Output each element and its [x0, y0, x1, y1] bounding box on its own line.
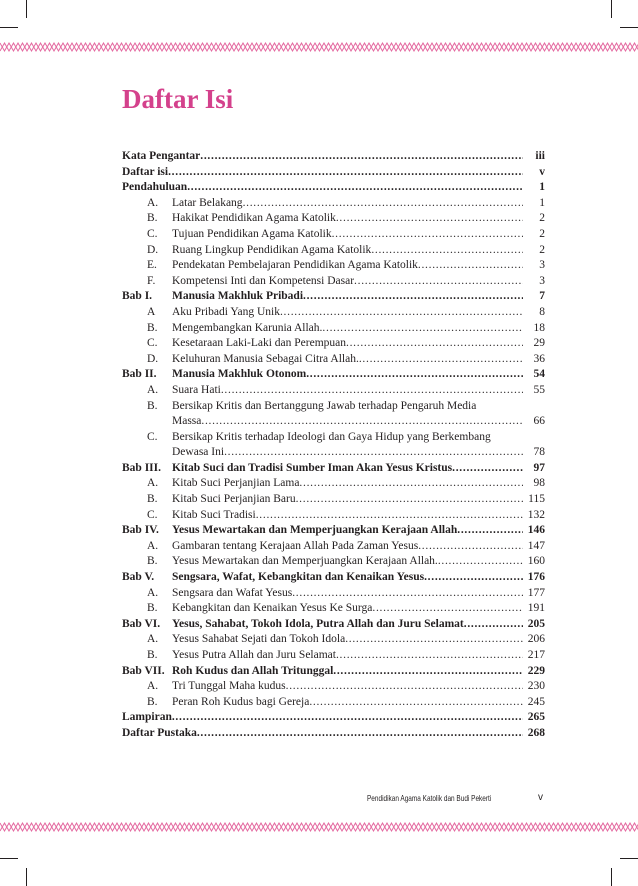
toc-section-row [122, 601, 545, 617]
toc-entry-title: Kitab Suci Tradisi [172, 508, 256, 521]
toc-section-row [122, 476, 545, 492]
dot-leader [345, 632, 523, 648]
toc-entry-label: Bab VI. [122, 617, 161, 630]
toc-page-number: 3 [539, 274, 545, 287]
dot-leader [438, 554, 523, 570]
decorative-border-top [0, 42, 638, 52]
dot-leader [280, 305, 523, 321]
toc-entry-label: D. [147, 352, 159, 365]
toc-page-number: 2 [539, 227, 545, 240]
toc-entry-label: B. [147, 555, 158, 568]
toc-entry-label: B. [147, 321, 158, 334]
toc-entry-title: Kitab Suci dan Tradisi Sumber Iman Akan Yesus Kristus [172, 461, 453, 474]
toc-continuation-row [122, 445, 545, 461]
toc-entry-label: C. [147, 508, 158, 521]
toc-entry-label: B. [147, 493, 158, 506]
toc-entry-title: Kesetaraan Laki-Laki dan Perempuan [172, 337, 347, 350]
toc-page-number: 115 [528, 493, 545, 506]
dot-leader [286, 679, 523, 695]
dot-leader [372, 601, 523, 617]
toc-entry-title: Tujuan Pendidikan Agama Katolik [172, 227, 332, 240]
toc-entry-title: Kebangkitan dan Kenaikan Yesus Ke Surga [172, 602, 373, 615]
toc-entry-title: Roh Kudus dan Allah Tritunggal [172, 664, 334, 677]
dot-leader [354, 274, 523, 290]
toc-entry-title: Yesus Sahabat Sejati dan Tokoh Idola [172, 633, 346, 646]
crop-mark-top-right-vertical [611, 0, 612, 18]
dot-leader [332, 227, 523, 243]
toc-section-row [122, 227, 545, 243]
toc-entry-label: A. [147, 680, 159, 693]
toc-section-row [122, 695, 545, 711]
toc-entry-label: B. [147, 602, 158, 615]
toc-page-number: 245 [527, 695, 545, 708]
toc-entry-title: Gambaran tentang Kerajaan Allah Pada Zaman Yesus [172, 539, 419, 552]
toc-page-number: 78 [533, 446, 545, 459]
toc-page-number: 146 [527, 524, 545, 537]
toc-chapter-row [122, 289, 545, 305]
toc-section-row [122, 305, 545, 321]
toc-entry-title: Suara Hati [172, 383, 221, 396]
toc-section-row [122, 679, 545, 695]
toc-page-number: 55 [533, 383, 545, 396]
toc-page-number: 18 [533, 321, 545, 334]
dot-leader [457, 523, 523, 539]
dot-leader [292, 586, 523, 602]
toc-entry-label: D. [147, 243, 159, 256]
toc-entry-title: Yesus Mewartakan dan Memperjuangkan Kerajaan Allah. [172, 555, 438, 568]
toc-chapter-row [122, 664, 545, 680]
dot-leader [336, 211, 523, 227]
toc-section-row [122, 336, 545, 352]
dot-leader [346, 336, 523, 352]
toc-continuation-row [122, 414, 545, 430]
toc-page-number: iii [535, 150, 545, 162]
toc-page-number: 29 [533, 337, 545, 350]
toc-chapter-row [122, 461, 545, 477]
toc-entry-label: A. [147, 477, 159, 490]
toc-entry-title: Peran Roh Kudus bagi Gereja [172, 695, 310, 708]
crop-mark-bottom-right-vertical [611, 868, 612, 886]
toc-entry-title: Sengsara, Wafat, Kebangkitan dan Kenaikan Yesus [172, 571, 425, 584]
toc-page-number: 268 [527, 726, 545, 739]
toc-section-row [122, 274, 545, 290]
toc-entry-label: C. [147, 227, 158, 240]
toc-page-number: 191 [527, 602, 545, 615]
toc-entry-title: Hakikat Pendidikan Agama Katolik [172, 212, 336, 225]
dot-leader [201, 414, 523, 430]
toc-chapter-row [122, 726, 545, 742]
toc-entry-label: B. [147, 399, 158, 412]
toc-entry-title: Bersikap Kritis terhadap Ideologi dan Gaya Hidup yang Berkembang [172, 430, 491, 443]
toc-entry-label: Bab V. [122, 571, 155, 584]
crop-mark-top-right-horizontal [620, 27, 638, 28]
toc-page-number: 7 [539, 290, 545, 303]
toc-entry-label: A. [147, 196, 159, 209]
toc-entry-title: Yesus Putra Allah dan Juru Selamat [172, 649, 336, 661]
toc-chapter-row [122, 570, 545, 586]
toc-entry-label: Bab VII. [122, 664, 165, 677]
toc-page-number: 206 [527, 633, 545, 646]
dot-leader [452, 461, 523, 477]
toc-chapter-row [122, 367, 545, 383]
toc-page-number: 177 [527, 586, 545, 599]
toc-section-row [122, 399, 545, 415]
toc-entry-title: Sengsara dan Wafat Yesus [172, 586, 293, 599]
toc-page-number: 8 [539, 305, 545, 318]
toc-page-number: 265 [527, 711, 545, 724]
toc-entry-label: A. [147, 586, 159, 599]
toc-chapter-row [122, 710, 545, 726]
dot-leader [187, 180, 523, 196]
toc-section-row [122, 321, 545, 337]
toc-page-number: 1 [539, 196, 545, 209]
toc-entry-label: A. [147, 633, 159, 646]
toc-entry-title: Manusia Makhluk Pribadi [172, 290, 304, 303]
toc-section-row [122, 586, 545, 602]
toc-entry-label: Bab I. [122, 290, 153, 303]
toc-chapter-row [122, 149, 545, 165]
dot-leader [243, 196, 523, 212]
toc-page-number: 147 [527, 539, 545, 552]
toc-page-number: 160 [527, 555, 545, 568]
toc-section-row [122, 508, 545, 524]
toc-page-number: v [539, 165, 545, 178]
toc-entry-title: Lampiran [122, 711, 172, 724]
toc-section-row [122, 554, 545, 570]
dot-leader [200, 149, 523, 165]
crop-mark-top-left-vertical [26, 0, 27, 18]
toc-chapter-row [122, 180, 545, 196]
dot-leader [296, 492, 523, 508]
dot-leader [197, 726, 523, 742]
toc-page-number: 229 [527, 664, 545, 677]
toc-page-number: 217 [527, 649, 545, 661]
toc-section-row [122, 539, 545, 555]
dot-leader [168, 165, 523, 181]
toc-entry-title: Yesus Mewartakan dan Memperjuangkan Kerajaan Allah [172, 524, 458, 537]
toc-section-row [122, 430, 545, 446]
toc-entry-title: Daftar Pustaka [122, 726, 197, 739]
toc-entry-label: A [147, 305, 156, 318]
footer-book-title: Pendidikan Agama Katolik dan Budi Pekerti [367, 793, 492, 803]
toc-entry-title: Mengembangkan Karunia Allah. [172, 321, 323, 334]
toc-page-number: 230 [527, 680, 545, 693]
toc-entry-label: Bab IV. [122, 524, 159, 537]
footer-page-number: v [538, 792, 543, 803]
page-title: Daftar Isi [122, 84, 234, 114]
dot-leader [464, 617, 523, 633]
toc-page-number: 3 [539, 259, 545, 272]
toc-page-number: 36 [533, 352, 545, 365]
toc-section-row [122, 632, 545, 648]
toc-entry-label: B. [147, 649, 158, 661]
table-of-contents [122, 149, 545, 742]
crop-mark-top-left-horizontal [0, 27, 18, 28]
decorative-border-bottom [0, 822, 638, 832]
toc-page-number: 176 [527, 571, 545, 584]
toc-entry-title-continued: Dewasa Ini [172, 446, 225, 459]
crop-mark-bottom-left-vertical [26, 868, 27, 886]
toc-page-number: 98 [533, 477, 545, 490]
dot-leader [306, 367, 523, 383]
dot-leader [224, 445, 523, 461]
toc-entry-title: Kitab Suci Perjanjian Baru [172, 493, 296, 506]
toc-chapter-row [122, 165, 545, 181]
dot-leader [172, 710, 523, 726]
dot-leader [336, 648, 523, 664]
toc-page-number: 2 [539, 243, 545, 256]
toc-section-row [122, 243, 545, 259]
crop-mark-bottom-right-horizontal [620, 858, 638, 859]
toc-section-row [122, 211, 545, 227]
crop-mark-bottom-left-horizontal [0, 858, 18, 859]
dot-leader [418, 539, 523, 555]
toc-entry-label: E. [147, 259, 157, 272]
toc-page-number: 205 [527, 617, 545, 630]
toc-entry-title: Tri Tunggal Maha kudus [172, 680, 286, 693]
toc-entry-label: B. [147, 212, 158, 225]
toc-chapter-row [122, 617, 545, 633]
toc-entry-title: Latar Belakang [172, 196, 243, 209]
toc-entry-label: A. [147, 539, 159, 552]
toc-section-row [122, 492, 545, 508]
toc-entry-label: C. [147, 430, 158, 443]
toc-entry-title: Keluhuran Manusia Sebagai Citra Allah. [172, 352, 359, 365]
dot-leader [322, 321, 523, 337]
toc-entry-label: A. [147, 383, 159, 396]
toc-section-row [122, 648, 545, 664]
toc-section-row [122, 352, 545, 368]
dot-leader [359, 352, 523, 368]
toc-chapter-row [122, 523, 545, 539]
dot-leader [333, 664, 523, 680]
toc-page-number: 132 [527, 508, 545, 521]
toc-entry-title: Pendahuluan [122, 181, 188, 194]
toc-page-number: 66 [533, 415, 545, 428]
toc-entry-title-continued: Massa [172, 415, 202, 428]
dot-leader [299, 476, 523, 492]
toc-entry-title: Ruang Lingkup Pendidikan Agama Katolik [172, 243, 372, 256]
toc-entry-title: Kompetensi Inti dan Kompetensi Dasar [172, 274, 355, 287]
dot-leader [309, 695, 523, 711]
toc-entry-title: Manusia Makhluk Otonom [172, 368, 307, 381]
toc-entry-title: Kitab Suci Perjanjian Lama [172, 477, 300, 490]
toc-page-number: 1 [539, 181, 545, 194]
toc-entry-label: B. [147, 695, 158, 708]
toc-page-number: 2 [539, 212, 545, 225]
toc-page-number: 54 [533, 368, 545, 381]
toc-entry-label: Bab III. [122, 461, 161, 474]
toc-section-row [122, 196, 545, 212]
toc-entry-title: Bersikap Kritis dan Bertanggung Jawab terhadap Pengaruh Media [172, 399, 477, 412]
dot-leader [418, 258, 523, 274]
toc-entry-title: Kata Pengantar [122, 150, 201, 162]
toc-entry-label: F. [147, 274, 156, 287]
toc-entry-label: C. [147, 337, 158, 350]
dot-leader [424, 570, 523, 586]
toc-entry-label: Bab II. [122, 368, 157, 381]
toc-section-row [122, 383, 545, 399]
toc-section-row [122, 258, 545, 274]
dot-leader [303, 289, 523, 305]
toc-page-number: 97 [533, 461, 545, 474]
toc-entry-title: Aku Pribadi Yang Unik [172, 305, 280, 318]
dot-leader [371, 243, 523, 259]
toc-entry-title: Pendekatan Pembelajaran Pendidikan Agama Katolik [172, 259, 418, 272]
toc-entry-title: Daftar isi [122, 165, 169, 178]
dot-leader [221, 383, 523, 399]
toc-entry-title: Yesus, Sahabat, Tokoh Idola, Putra Allah dan Juru Selamat [172, 617, 464, 630]
dot-leader [256, 508, 523, 524]
